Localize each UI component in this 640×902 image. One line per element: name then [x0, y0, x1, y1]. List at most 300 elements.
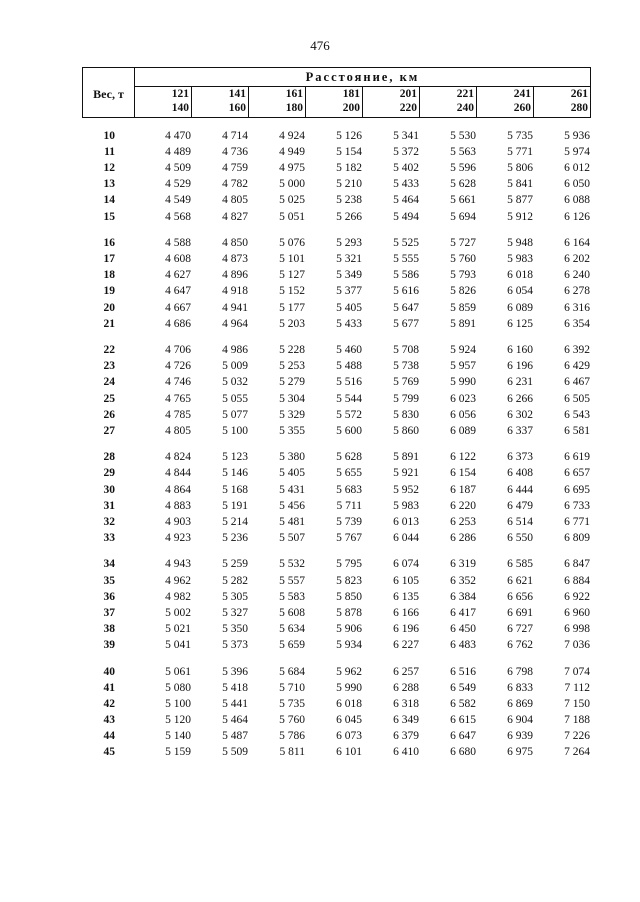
value-cell: 6 998: [564, 622, 590, 635]
value-cell: 6 373: [507, 451, 533, 464]
value-cell: 5 051: [279, 210, 305, 223]
value-cell: 5 488: [336, 360, 362, 373]
value-cell: 5 464: [393, 194, 419, 207]
value-cell: 4 975: [279, 162, 305, 175]
value-cell: 5 253: [279, 360, 305, 373]
distance-range-header: [306, 87, 363, 117]
value-cell: 5 494: [393, 210, 419, 223]
value-cell: 7 074: [564, 665, 590, 678]
value-cell: 5 214: [222, 515, 248, 528]
weight-cell: 25: [103, 392, 115, 405]
value-cell: 5 760: [279, 713, 305, 726]
weight-cell: 13: [103, 178, 115, 191]
value-cell: 6 220: [450, 499, 476, 512]
value-cell: 7 112: [564, 681, 590, 694]
value-cell: 6 044: [393, 531, 419, 544]
weight-cell: 21: [103, 317, 115, 330]
value-cell: 5 293: [336, 237, 362, 250]
weight-cell: 28: [103, 451, 115, 464]
value-cell: 4 805: [222, 194, 248, 207]
weight-cell: 36: [103, 590, 115, 603]
range-to: 280: [570, 102, 588, 114]
value-cell: 6 550: [507, 531, 533, 544]
value-cell: 6 018: [507, 269, 533, 282]
value-cell: 5 677: [393, 317, 419, 330]
value-cell: 5 659: [279, 638, 305, 651]
value-cell: 6 884: [564, 574, 590, 587]
table-row: [82, 500, 591, 516]
value-cell: 5 236: [222, 531, 248, 544]
value-cell: 4 864: [165, 483, 191, 496]
value-cell: 5 572: [336, 408, 362, 421]
value-cell: 5 168: [222, 483, 248, 496]
table-row: [82, 425, 591, 441]
value-cell: 6 101: [336, 746, 362, 758]
value-cell: 5 634: [279, 622, 305, 635]
table-row: [82, 682, 591, 698]
value-cell: 6 278: [564, 285, 590, 298]
value-cell: 4 903: [165, 515, 191, 528]
value-cell: 7 036: [564, 638, 590, 651]
value-cell: 5 661: [450, 194, 476, 207]
value-cell: 5 126: [336, 130, 362, 142]
weight-cell: 26: [103, 408, 115, 421]
range-from: 261: [570, 88, 588, 100]
value-cell: 6 429: [564, 360, 590, 373]
value-cell: 5 009: [222, 360, 248, 373]
value-cell: 5 377: [336, 285, 362, 298]
value-cell: 6 013: [393, 515, 419, 528]
value-cell: 4 647: [165, 285, 191, 298]
table-row: [82, 730, 591, 746]
value-cell: 4 470: [165, 130, 191, 142]
range-from: 201: [399, 88, 417, 100]
value-cell: 4 873: [222, 253, 248, 266]
value-cell: 4 667: [165, 301, 191, 314]
value-cell: 6 073: [336, 729, 362, 742]
weight-cell: 11: [104, 146, 115, 159]
value-cell: 5 507: [279, 531, 305, 544]
table-row: [82, 194, 591, 210]
table-row: [82, 211, 591, 227]
weight-cell: 23: [103, 360, 115, 373]
value-cell: 5 793: [450, 269, 476, 282]
value-cell: 5 100: [222, 424, 248, 437]
table-row: [82, 237, 591, 253]
value-cell: 5 983: [507, 253, 533, 266]
weight-cell: 17: [103, 253, 115, 266]
value-cell: 4 923: [165, 531, 191, 544]
value-cell: 5 708: [393, 344, 419, 357]
value-cell: 5 936: [564, 130, 590, 142]
value-cell: 5 405: [279, 467, 305, 480]
value-cell: 6 680: [450, 746, 476, 758]
value-cell: 5 735: [279, 697, 305, 710]
value-cell: 5 228: [279, 344, 305, 357]
range-to: 200: [342, 102, 360, 114]
value-cell: 5 321: [336, 253, 362, 266]
range-to: 220: [399, 102, 417, 114]
value-cell: 5 191: [222, 499, 248, 512]
value-cell: 6 585: [507, 558, 533, 571]
value-cell: 5 799: [393, 392, 419, 405]
distance-range-header: [420, 87, 477, 117]
table-row: [82, 666, 591, 682]
value-cell: 6 045: [336, 713, 362, 726]
value-cell: 6 126: [564, 210, 590, 223]
value-cell: 5 140: [165, 729, 191, 742]
value-cell: 5 891: [393, 451, 419, 464]
value-cell: 6 619: [564, 451, 590, 464]
distance-range-header: [477, 87, 534, 117]
weight-cell: 43: [103, 713, 115, 726]
value-cell: 5 962: [336, 665, 362, 678]
value-cell: 5 203: [279, 317, 305, 330]
table-row: [82, 714, 591, 730]
value-cell: 6 050: [564, 178, 590, 191]
value-cell: 6 904: [507, 713, 533, 726]
value-cell: 6 018: [336, 697, 362, 710]
value-cell: 5 266: [336, 210, 362, 223]
table-row: [82, 285, 591, 301]
value-cell: 4 759: [222, 162, 248, 175]
value-cell: 6 483: [450, 638, 476, 651]
value-cell: 4 964: [222, 317, 248, 330]
value-cell: 6 088: [564, 194, 590, 207]
value-cell: 4 918: [222, 285, 248, 298]
value-cell: 6 227: [393, 638, 419, 651]
value-cell: 5 952: [393, 483, 419, 496]
value-cell: 6 467: [564, 376, 590, 389]
value-cell: 4 824: [165, 451, 191, 464]
weight-cell: 18: [103, 269, 115, 282]
distance-group-label: Расстояние, км: [305, 70, 420, 84]
value-cell: 5 238: [336, 194, 362, 207]
value-cell: 4 489: [165, 146, 191, 159]
value-cell: 4 736: [222, 146, 248, 159]
value-cell: 6 656: [507, 590, 533, 603]
value-cell: 5 990: [450, 376, 476, 389]
weight-cell: 32: [103, 515, 115, 528]
weight-column-label: Вес, т: [93, 87, 124, 101]
value-cell: 5 684: [279, 665, 305, 678]
value-cell: 5 373: [222, 638, 248, 651]
weight-cell: 10: [103, 130, 115, 142]
table-row: [82, 451, 591, 467]
value-cell: 6 240: [564, 269, 590, 282]
weight-cell: 15: [103, 210, 115, 223]
value-cell: 5 100: [165, 697, 191, 710]
value-cell: 5 786: [279, 729, 305, 742]
value-cell: 5 259: [222, 558, 248, 571]
value-cell: 5 608: [279, 606, 305, 619]
value-cell: 4 706: [165, 344, 191, 357]
range-from: 221: [456, 88, 474, 100]
table-row: [82, 698, 591, 714]
table-row: [82, 623, 591, 639]
table-row: [82, 746, 591, 762]
value-cell: 5 771: [507, 146, 533, 159]
range-to: 140: [171, 102, 189, 114]
value-cell: 6 762: [507, 638, 533, 651]
value-cell: 6 543: [564, 408, 590, 421]
value-cell: 5 906: [336, 622, 362, 635]
table-row: [82, 253, 591, 269]
value-cell: 5 210: [336, 178, 362, 191]
value-cell: 6 410: [393, 746, 419, 758]
value-cell: 6 417: [450, 606, 476, 619]
value-cell: 6 657: [564, 467, 590, 480]
table-row: [82, 467, 591, 483]
value-cell: 5 544: [336, 392, 362, 405]
value-cell: 6 771: [564, 515, 590, 528]
value-cell: 5 304: [279, 392, 305, 405]
value-cell: 5 655: [336, 467, 362, 480]
value-cell: 6 516: [450, 665, 476, 678]
value-cell: 5 912: [507, 210, 533, 223]
value-cell: 5 120: [165, 713, 191, 726]
value-cell: 5 739: [336, 515, 362, 528]
value-cell: 4 943: [165, 558, 191, 571]
table-row: [82, 130, 591, 146]
table-header: [82, 67, 591, 118]
value-cell: 6 392: [564, 344, 590, 357]
table-row: [82, 146, 591, 162]
value-cell: 4 949: [279, 146, 305, 159]
value-cell: 5 282: [222, 574, 248, 587]
value-cell: 5 460: [336, 344, 362, 357]
value-cell: 5 974: [564, 146, 590, 159]
value-cell: 6 349: [393, 713, 419, 726]
value-cell: 6 939: [507, 729, 533, 742]
value-cell: 5 077: [222, 408, 248, 421]
value-cell: 6 154: [450, 467, 476, 480]
weight-cell: 42: [103, 697, 115, 710]
value-cell: 6 054: [507, 285, 533, 298]
weight-cell: 14: [103, 194, 115, 207]
value-cell: 5 402: [393, 162, 419, 175]
value-cell: 6 089: [450, 424, 476, 437]
weight-cell: 24: [103, 376, 115, 389]
value-cell: 5 076: [279, 237, 305, 250]
value-cell: 5 924: [450, 344, 476, 357]
value-cell: 6 318: [393, 697, 419, 710]
value-cell: 7 226: [564, 729, 590, 742]
value-cell: 4 941: [222, 301, 248, 314]
value-cell: 5 735: [507, 130, 533, 142]
weight-cell: 33: [103, 531, 115, 544]
value-cell: 6 302: [507, 408, 533, 421]
value-cell: 5 154: [336, 146, 362, 159]
value-cell: 4 896: [222, 269, 248, 282]
value-cell: 4 509: [165, 162, 191, 175]
table-row: [82, 607, 591, 623]
value-cell: 6 975: [507, 746, 533, 758]
value-cell: 6 319: [450, 558, 476, 571]
value-cell: 5 327: [222, 606, 248, 619]
value-cell: 5 350: [222, 622, 248, 635]
value-cell: 5 710: [279, 681, 305, 694]
value-cell: 5 152: [279, 285, 305, 298]
value-cell: 6 798: [507, 665, 533, 678]
value-cell: 4 686: [165, 317, 191, 330]
value-cell: 5 305: [222, 590, 248, 603]
value-cell: 6 196: [507, 360, 533, 373]
value-cell: 6 647: [450, 729, 476, 742]
value-cell: 4 962: [165, 574, 191, 587]
weight-cell: 45: [103, 746, 115, 758]
weight-cell: 30: [103, 483, 115, 496]
weight-cell: 27: [103, 424, 115, 437]
value-cell: 5 441: [222, 697, 248, 710]
value-cell: 5 616: [393, 285, 419, 298]
value-cell: 5 850: [336, 590, 362, 603]
value-cell: 6 253: [450, 515, 476, 528]
value-cell: 5 647: [393, 301, 419, 314]
value-cell: 5 127: [279, 269, 305, 282]
value-cell: 5 583: [279, 590, 305, 603]
weight-cell: 20: [103, 301, 115, 314]
value-cell: 6 691: [507, 606, 533, 619]
value-cell: 5 487: [222, 729, 248, 742]
value-cell: 4 986: [222, 344, 248, 357]
value-cell: 5 769: [393, 376, 419, 389]
value-cell: 5 055: [222, 392, 248, 405]
value-cell: 5 727: [450, 237, 476, 250]
range-from: 141: [228, 88, 246, 100]
value-cell: 5 080: [165, 681, 191, 694]
value-cell: 5 405: [336, 301, 362, 314]
table-row: [82, 575, 591, 591]
table-row: [82, 376, 591, 392]
value-cell: 5 101: [279, 253, 305, 266]
value-cell: 6 135: [393, 590, 419, 603]
value-cell: 6 869: [507, 697, 533, 710]
value-cell: 5 683: [336, 483, 362, 496]
value-cell: 6 922: [564, 590, 590, 603]
value-cell: 5 464: [222, 713, 248, 726]
value-cell: 5 396: [222, 665, 248, 678]
value-cell: 4 714: [222, 130, 248, 142]
value-cell: 4 782: [222, 178, 248, 191]
value-cell: 4 726: [165, 360, 191, 373]
value-cell: 5 433: [336, 317, 362, 330]
value-cell: 6 384: [450, 590, 476, 603]
value-cell: 6 450: [450, 622, 476, 635]
value-cell: 5 025: [279, 194, 305, 207]
value-cell: 5 586: [393, 269, 419, 282]
value-cell: 4 627: [165, 269, 191, 282]
table-row: [82, 318, 591, 334]
value-cell: 6 231: [507, 376, 533, 389]
value-cell: 5 481: [279, 515, 305, 528]
value-cell: 5 530: [450, 130, 476, 142]
value-cell: 5 509: [222, 746, 248, 758]
value-cell: 5 860: [393, 424, 419, 437]
value-cell: 5 628: [450, 178, 476, 191]
value-cell: 5 600: [336, 424, 362, 437]
value-cell: 6 286: [450, 531, 476, 544]
value-cell: 5 990: [336, 681, 362, 694]
value-cell: 6 160: [507, 344, 533, 357]
value-cell: 5 891: [450, 317, 476, 330]
value-cell: 5 823: [336, 574, 362, 587]
value-cell: 6 023: [450, 392, 476, 405]
range-to: 160: [228, 102, 246, 114]
value-cell: 6 727: [507, 622, 533, 635]
value-cell: 5 341: [393, 130, 419, 142]
value-cell: 5 532: [279, 558, 305, 571]
value-cell: 4 529: [165, 178, 191, 191]
table-row: [82, 269, 591, 285]
value-cell: 6 074: [393, 558, 419, 571]
weight-cell: 38: [103, 622, 115, 635]
value-cell: 6 105: [393, 574, 419, 587]
table-row: [82, 516, 591, 532]
value-cell: 6 733: [564, 499, 590, 512]
weight-header-cell: [83, 68, 135, 117]
weight-cell: 34: [103, 558, 115, 571]
range-from: 181: [342, 88, 360, 100]
value-cell: 7 264: [564, 746, 590, 758]
weight-cell: 41: [103, 681, 115, 694]
value-cell: 5 555: [393, 253, 419, 266]
value-cell: 6 354: [564, 317, 590, 330]
value-cell: 6 615: [450, 713, 476, 726]
value-cell: 5 711: [336, 499, 362, 512]
value-cell: 6 514: [507, 515, 533, 528]
value-cell: 6 833: [507, 681, 533, 694]
value-cell: 5 948: [507, 237, 533, 250]
value-cell: 5 878: [336, 606, 362, 619]
value-cell: 4 608: [165, 253, 191, 266]
value-cell: 5 694: [450, 210, 476, 223]
value-cell: 5 628: [336, 451, 362, 464]
value-cell: 4 883: [165, 499, 191, 512]
value-cell: 6 695: [564, 483, 590, 496]
value-cell: 6 266: [507, 392, 533, 405]
value-cell: 5 826: [450, 285, 476, 298]
value-cell: 6 582: [450, 697, 476, 710]
value-cell: 4 850: [222, 237, 248, 250]
value-cell: 4 827: [222, 210, 248, 223]
weight-cell: 31: [103, 499, 115, 512]
value-cell: 5 859: [450, 301, 476, 314]
value-cell: 4 924: [279, 130, 305, 142]
value-cell: 6 581: [564, 424, 590, 437]
value-cell: 5 557: [279, 574, 305, 587]
value-cell: 5 921: [393, 467, 419, 480]
table-row: [82, 162, 591, 178]
value-cell: 5 806: [507, 162, 533, 175]
range-from: 121: [171, 88, 189, 100]
value-cell: 5 738: [393, 360, 419, 373]
value-cell: 6 202: [564, 253, 590, 266]
value-cell: 5 032: [222, 376, 248, 389]
value-cell: 5 767: [336, 531, 362, 544]
weight-cell: 12: [103, 162, 115, 175]
value-cell: 5 329: [279, 408, 305, 421]
value-cell: 6 012: [564, 162, 590, 175]
value-cell: 5 433: [393, 178, 419, 191]
value-cell: 4 844: [165, 467, 191, 480]
value-cell: 6 122: [450, 451, 476, 464]
weight-cell: 35: [103, 574, 115, 587]
weight-cell: 19: [103, 285, 115, 298]
range-from: 161: [285, 88, 303, 100]
table-row: [82, 409, 591, 425]
table-row: [82, 484, 591, 500]
